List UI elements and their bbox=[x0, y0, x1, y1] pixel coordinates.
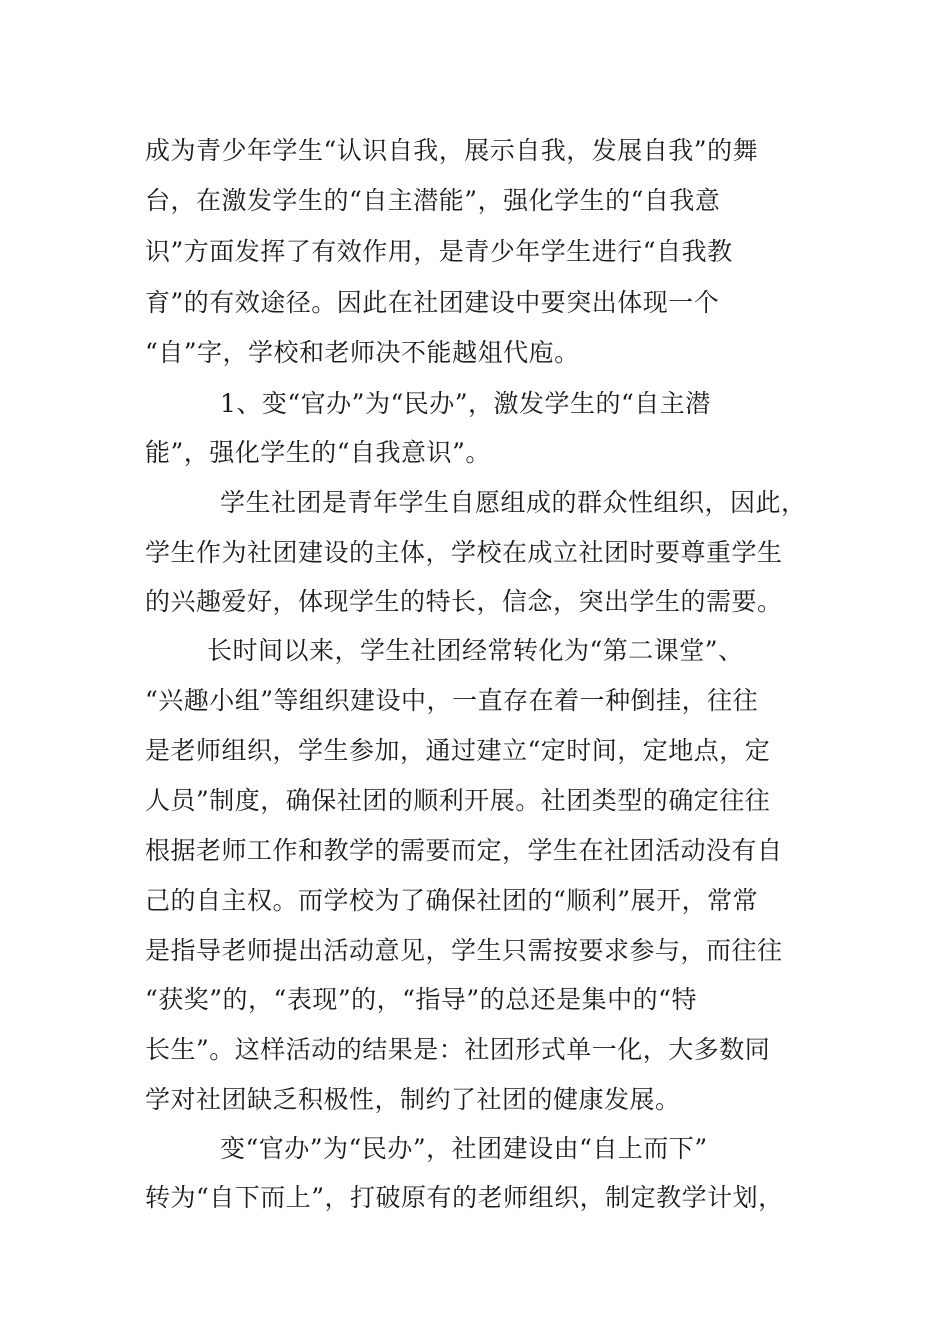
text-line: 学生作为社团建设的主体，学校在成立社团时要尊重学生 bbox=[145, 538, 783, 567]
text-line: 是老师组织，学生参加，通过建立“定时间，定地点，定 bbox=[145, 736, 771, 765]
text-line: 成为青少年学生“认识自我，展示自我，发展自我”的舞 bbox=[145, 136, 759, 165]
text-line: 学对社团缺乏积极性，制约了社团的健康发展。 bbox=[145, 1085, 681, 1114]
text-line: 人员”制度，确保社团的顺利开展。社团类型的确定往往 bbox=[145, 786, 771, 815]
paragraph-first-line: 变“官办”为“民办”，社团建设由“自上而下” bbox=[220, 1134, 708, 1163]
text-line: 长生”。这样活动的结果是：社团形式单一化，大多数同 bbox=[145, 1035, 771, 1064]
text-line: 的兴趣爱好，体现学生的特长，信念，突出学生的需要。 bbox=[145, 587, 783, 616]
text-line: 育”的有效途径。因此在社团建设中要突出体现一个 bbox=[145, 288, 720, 317]
text-line: 是指导老师提出活动意见，学生只需按要求参与，而往往 bbox=[145, 936, 783, 965]
text-line: 台，在激发学生的“自主潜能”，强化学生的“自我意 bbox=[145, 186, 721, 215]
text-line: “自”字，学校和老师决不能越俎代庖。 bbox=[145, 338, 580, 367]
text-line: 己的自主权。而学校为了确保社团的“顺利”展开，常常 bbox=[145, 886, 759, 915]
text-line: “兴趣小组”等组织建设中，一直存在着一种倒挂，往往 bbox=[145, 686, 759, 715]
text-line: 根据老师工作和教学的需要而定，学生在社团活动没有自 bbox=[145, 836, 783, 865]
text-line: 识”方面发挥了有效作用，是青少年学生进行“自我教 bbox=[145, 237, 733, 266]
text-line: “获奖”的，“表现”的，“指导”的总还是集中的“特 bbox=[145, 985, 697, 1014]
paragraph-first-line: 学生社团是青年学生自愿组成的群众性组织，因此， bbox=[220, 488, 807, 517]
section-heading: 1、变“官办”为“民办”，激发学生的“自主潜 bbox=[220, 389, 711, 418]
text-line: 转为“自下而上”，打破原有的老师组织，制定教学计划， bbox=[145, 1183, 784, 1212]
text-line: 能”，强化学生的“自我意识”。 bbox=[145, 438, 491, 467]
paragraph-first-line: 长时间以来，学生社团经常转化为“第二课堂”、 bbox=[207, 636, 744, 665]
